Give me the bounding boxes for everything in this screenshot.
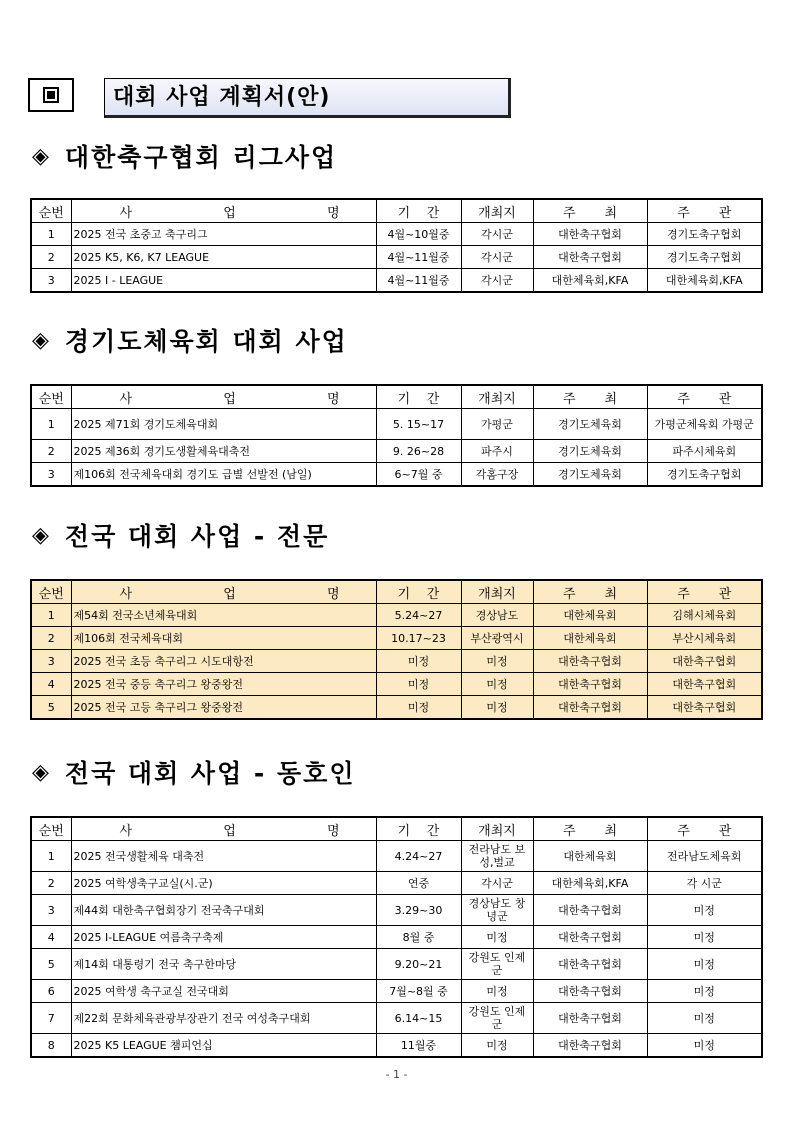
table-row: [31, 246, 762, 269]
table-cell: 대한축구협회: [533, 650, 647, 673]
table-cell: 8: [31, 1034, 71, 1058]
page-number: - 1 -: [385, 1068, 408, 1081]
table-cell: 전라남도체육회: [647, 841, 762, 872]
table-cell: 6.14~15: [376, 1003, 461, 1034]
table-row: [31, 650, 762, 673]
table-cell: 1: [31, 841, 71, 872]
table-cell: 대한축구협회: [533, 949, 647, 980]
table-cell: 2025 여학생축구교실(시.군): [71, 872, 376, 895]
table-cell: 각시군: [461, 872, 533, 895]
table-cell: 2: [31, 440, 71, 463]
section-heading-3: [32, 517, 329, 553]
table-cell: 5. 15~17: [376, 409, 461, 440]
table-cell: 2: [31, 627, 71, 650]
header-period: 기 간: [376, 817, 461, 841]
table-cell: 1: [31, 604, 71, 627]
table-cell: 대한체육회,KFA: [647, 269, 762, 293]
table-cell: 미정: [461, 650, 533, 673]
table-row: [31, 604, 762, 627]
diamond-bullet-icon: ◈: [32, 522, 51, 548]
header-venue: 개최지: [461, 580, 533, 604]
header-venue: 개최지: [461, 385, 533, 409]
table-cell: 미정: [647, 980, 762, 1003]
diamond-bullet-icon: ◈: [32, 327, 51, 353]
header-name: 사 업 명: [71, 385, 376, 409]
table-cell: 2025 여학생 축구교실 전국대회: [71, 980, 376, 1003]
section-title: 대한축구협회 리그사업: [64, 143, 338, 172]
section-title: 전국 대회 사업 - 전문: [64, 522, 330, 551]
table-cell: 대한축구협회: [533, 1003, 647, 1034]
table-cell: 2: [31, 246, 71, 269]
section-title: 전국 대회 사업 - 동호인: [64, 759, 356, 788]
table-cell: 경기도축구협회: [647, 246, 762, 269]
table-cell: 7월~8월 중: [376, 980, 461, 1003]
table-cell: 미정: [647, 1034, 762, 1058]
table-cell: 경기도체육회: [533, 440, 647, 463]
table-cell: 대한축구협회: [533, 246, 647, 269]
table-cell: 경상남도 창녕군: [461, 895, 533, 926]
table-cell: 4월~11월중: [376, 269, 461, 293]
table-cell: 경기도축구협회: [647, 463, 762, 487]
table-cell: 미정: [461, 696, 533, 720]
table-cell: 미정: [461, 1034, 533, 1058]
table-cell: 4.24~27: [376, 841, 461, 872]
diamond-bullet-icon: ◈: [32, 759, 51, 785]
table-row: [31, 269, 762, 293]
table-cell: 2: [31, 872, 71, 895]
table-cell: 대한체육회: [533, 841, 647, 872]
table-cell: 2025 전국 고등 축구리그 왕중왕전: [71, 696, 376, 720]
table-cell: 5: [31, 949, 71, 980]
table-cell: 1: [31, 223, 71, 246]
section-heading-4: [32, 754, 355, 790]
table-cell: 8월 중: [376, 926, 461, 949]
table-row: [31, 440, 762, 463]
header-period: 기 간: [376, 199, 461, 223]
table-cell: 제22회 문화체육관광부장관기 전국 여성축구대회: [71, 1003, 376, 1034]
table-cell: 제14회 대통령기 전국 축구한마당: [71, 949, 376, 980]
table-row: [31, 696, 762, 720]
table-cell: 미정: [461, 926, 533, 949]
table-cell: 각홈구장: [461, 463, 533, 487]
table-cell: 2025 I - LEAGUE: [71, 269, 376, 293]
table-cell: 3: [31, 463, 71, 487]
document-title-box: [28, 78, 511, 118]
table-cell: 전라남도 보성,벌교: [461, 841, 533, 872]
header-organizer: 주 관: [647, 385, 762, 409]
table-cell: 2025 제36회 경기도생활체육대축전: [71, 440, 376, 463]
table-cell: 가평군: [461, 409, 533, 440]
table-row: [31, 841, 762, 872]
table-cell: 4: [31, 926, 71, 949]
table-league: [30, 198, 763, 293]
table-cell: 경상남도: [461, 604, 533, 627]
table-cell: 대한축구협회: [533, 223, 647, 246]
table-cell: 강원도 인제군: [461, 949, 533, 980]
table-cell: 제106회 전국체육대회: [71, 627, 376, 650]
table-cell: 5: [31, 696, 71, 720]
header-organizer: 주 관: [647, 817, 762, 841]
header-host: 주 최: [533, 199, 647, 223]
table-cell: 경기도체육회: [533, 409, 647, 440]
table-cell: 미정: [461, 980, 533, 1003]
table-cell: 파주시: [461, 440, 533, 463]
table-cell: 대한축구협회: [647, 650, 762, 673]
section-title: 경기도체육회 대회 사업: [64, 327, 348, 356]
table-row: [31, 463, 762, 487]
table-cell: 가평군체육회 가평군: [647, 409, 762, 440]
square-icon: [28, 78, 74, 112]
header-no: 순번: [31, 385, 71, 409]
table-cell: 2025 전국 초중고 축구리그: [71, 223, 376, 246]
table-cell: 각 시군: [647, 872, 762, 895]
table-cell: 2025 K5 LEAGUE 챔피언십: [71, 1034, 376, 1058]
header-period: 기 간: [376, 580, 461, 604]
table-cell: 9.20~21: [376, 949, 461, 980]
table-row: [31, 409, 762, 440]
table-cell: 2025 전국 중등 축구리그 왕중왕전: [71, 673, 376, 696]
table-cell: 2025 K5, K6, K7 LEAGUE: [71, 246, 376, 269]
table-cell: 2025 전국생활체육 대축전: [71, 841, 376, 872]
table-cell: 미정: [376, 696, 461, 720]
table-cell: 미정: [647, 949, 762, 980]
section-heading-1: [32, 138, 337, 174]
table-cell: 파주시체육회: [647, 440, 762, 463]
table-row: [31, 980, 762, 1003]
header-host: 주 최: [533, 580, 647, 604]
table-national-amateur: [30, 816, 763, 1058]
header-organizer: 주 관: [647, 199, 762, 223]
header-period: 기 간: [376, 385, 461, 409]
header-name: 사 업 명: [71, 199, 376, 223]
table-cell: 대한축구협회: [533, 926, 647, 949]
table-cell: 미정: [376, 673, 461, 696]
table-cell: 부산광역시: [461, 627, 533, 650]
table-cell: 제106회 전국체육대회 경기도 급별 선발전 (남일): [71, 463, 376, 487]
header-venue: 개최지: [461, 817, 533, 841]
table-cell: 각시군: [461, 269, 533, 293]
table-cell: 4: [31, 673, 71, 696]
table-cell: 강원도 인제군: [461, 1003, 533, 1034]
header-name: 사 업 명: [71, 580, 376, 604]
table-cell: 9. 26~28: [376, 440, 461, 463]
table-row: [31, 926, 762, 949]
table-cell: 미정: [376, 650, 461, 673]
table-row: [31, 223, 762, 246]
header-host: 주 최: [533, 385, 647, 409]
table-cell: 2025 I-LEAGUE 여름축구축제: [71, 926, 376, 949]
table-cell: 4월~10월중: [376, 223, 461, 246]
table-cell: 6: [31, 980, 71, 1003]
table-row: [31, 627, 762, 650]
table-cell: 미정: [647, 926, 762, 949]
table-cell: 3.29~30: [376, 895, 461, 926]
table-cell: 부산시체육회: [647, 627, 762, 650]
table-gyeonggi: [30, 384, 763, 487]
table-cell: 2025 전국 초등 축구리그 시도대항전: [71, 650, 376, 673]
table-cell: 각시군: [461, 246, 533, 269]
table-row: [31, 895, 762, 926]
table-cell: 10.17~23: [376, 627, 461, 650]
table-cell: 3: [31, 269, 71, 293]
table-cell: 경기도체육회: [533, 463, 647, 487]
table-cell: 3: [31, 895, 71, 926]
diamond-bullet-icon: ◈: [32, 143, 51, 169]
table-row: [31, 1034, 762, 1058]
table-row: [31, 949, 762, 980]
section-heading-2: [32, 322, 348, 358]
table-cell: 2025 제71회 경기도체육대회: [71, 409, 376, 440]
header-organizer: 주 관: [647, 580, 762, 604]
table-cell: 김해시체육회: [647, 604, 762, 627]
table-cell: 연중: [376, 872, 461, 895]
header-no: 순번: [31, 199, 71, 223]
table-row: [31, 673, 762, 696]
table-cell: 4월~11월중: [376, 246, 461, 269]
table-cell: 대한축구협회: [533, 895, 647, 926]
table-cell: 3: [31, 650, 71, 673]
header-name: 사 업 명: [71, 817, 376, 841]
table-cell: 7: [31, 1003, 71, 1034]
table-cell: 5.24~27: [376, 604, 461, 627]
header-no: 순번: [31, 580, 71, 604]
table-cell: 대한축구협회: [647, 696, 762, 720]
table-cell: 대한체육회,KFA: [533, 269, 647, 293]
table-cell: 대한축구협회: [533, 696, 647, 720]
table-cell: 미정: [647, 1003, 762, 1034]
header-host: 주 최: [533, 817, 647, 841]
table-cell: 경기도축구협회: [647, 223, 762, 246]
table-cell: 미정: [461, 673, 533, 696]
table-cell: 제54회 전국소년체육대회: [71, 604, 376, 627]
table-cell: 대한체육회: [533, 627, 647, 650]
table-cell: 대한체육회: [533, 604, 647, 627]
table-cell: 대한체육회,KFA: [533, 872, 647, 895]
table-cell: 각시군: [461, 223, 533, 246]
header-no: 순번: [31, 817, 71, 841]
header-venue: 개최지: [461, 199, 533, 223]
table-row: [31, 872, 762, 895]
table-cell: 미정: [647, 895, 762, 926]
table-cell: 제44회 대한축구협회장기 전국축구대회: [71, 895, 376, 926]
table-row: [31, 1003, 762, 1034]
table-cell: 대한축구협회: [533, 980, 647, 1003]
table-cell: 대한축구협회: [533, 1034, 647, 1058]
table-cell: 11월중: [376, 1034, 461, 1058]
table-cell: 대한축구협회: [533, 673, 647, 696]
table-cell: 6~7월 중: [376, 463, 461, 487]
document-title: 대회 사업 계획서(안): [104, 78, 511, 118]
table-cell: 대한축구협회: [647, 673, 762, 696]
table-national-pro: [30, 579, 763, 720]
table-cell: 1: [31, 409, 71, 440]
